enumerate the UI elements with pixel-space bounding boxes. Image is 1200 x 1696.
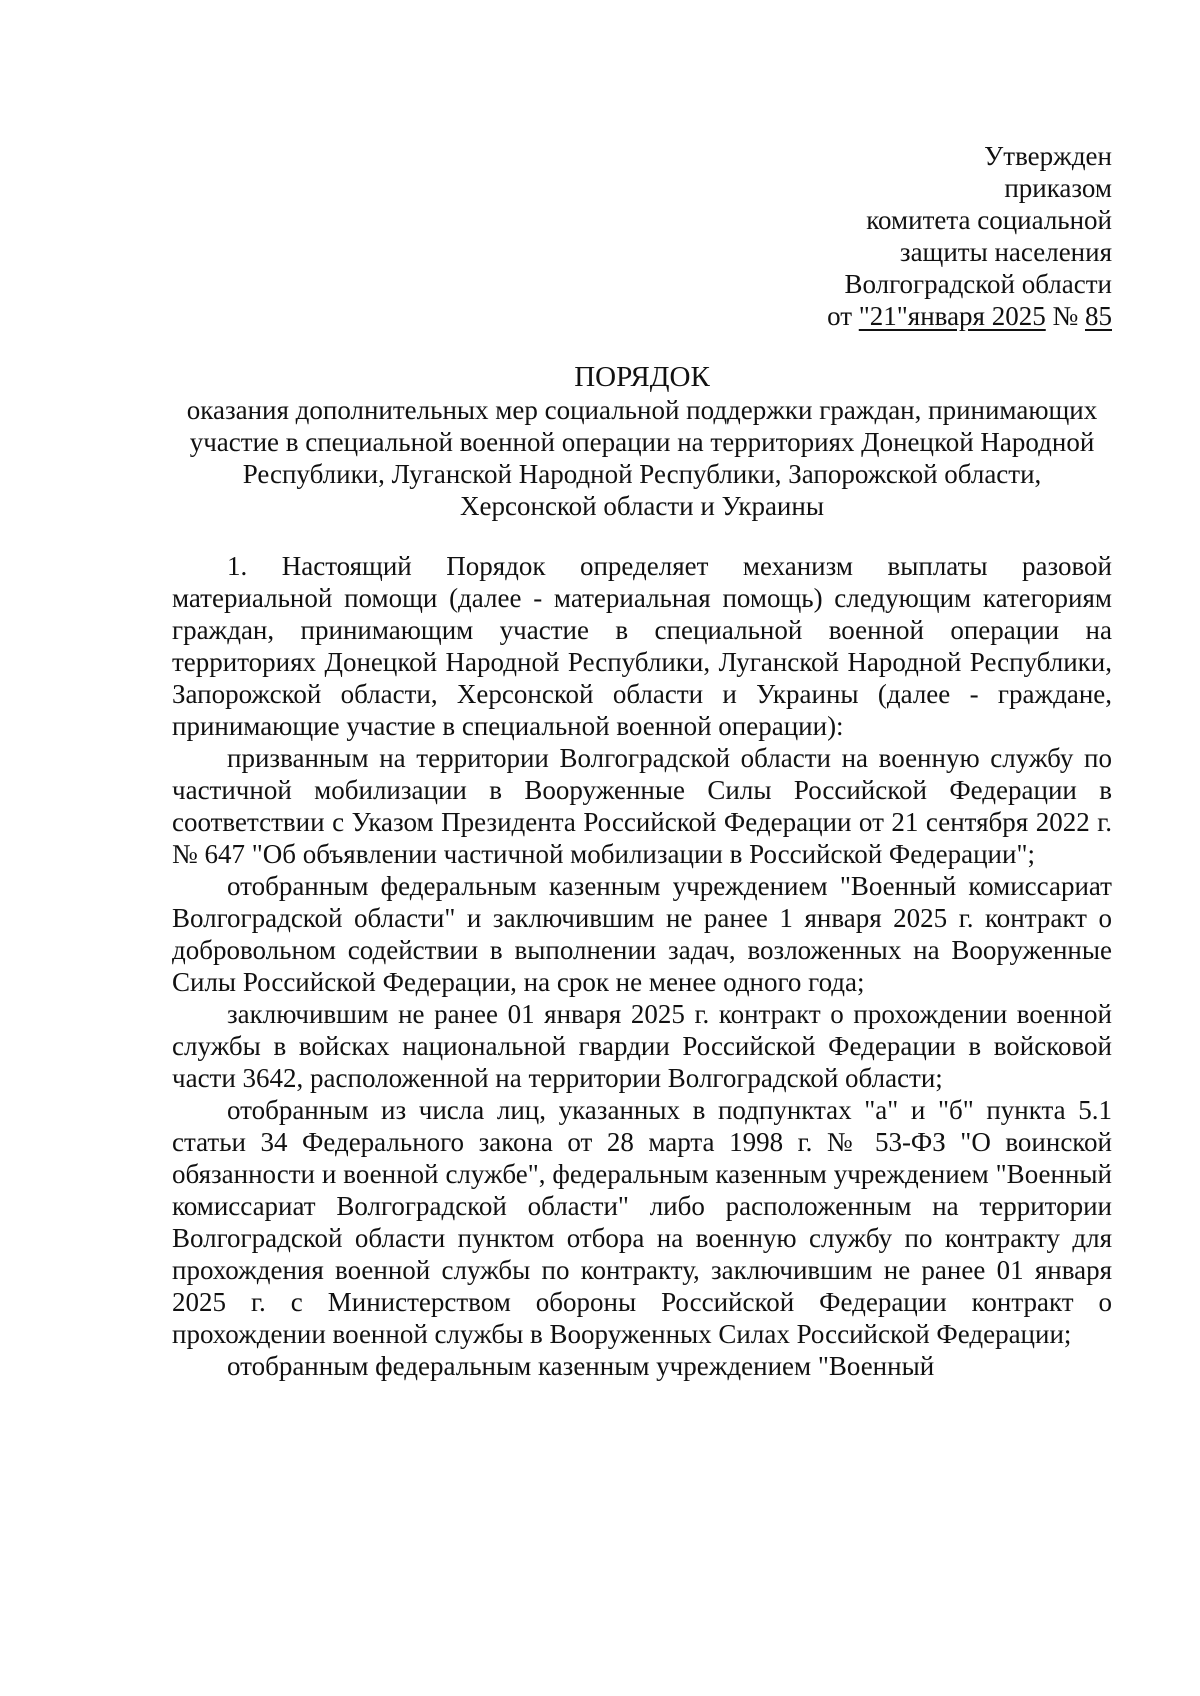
paragraph-3: отобранным федеральным казенным учреждением "Военный комиссариат Волгоградской области" и заключившим не ранее 1 января 2025 г. контракт о добровольном содействии в выполнении задач, возложенных на Вооруженные Силы Российской Федерации, на срок не менее одного года;	[172, 871, 1112, 997]
paragraph-2: призванным на территории Волгоградской области на военную службу по частичной мобилизации в Вооруженные Силы Российской Федерации в соответствии с Указом Президента Российской Федерации от 21 сентября 2022 г. № 647 "Об объявлении частичной мобилизации в Российской Федерации";	[172, 743, 1112, 869]
paragraph-5: отобранным из числа лиц, указанных в подпунктах "а" и "б" пункта 5.1 статьи 34 Федерального закона от 28 марта 1998 г. № 53-ФЗ "О воинской обязанности и военной службе", федеральным казенным учреждением "Военный комиссариат Волгоградской области" либо расположенным на территории Волгоградской области пунктом отбора на военную службу по контракту для прохождения военной службы по контракту, заключившим не ранее 01 января 2025 г. с Министерством обороны Российской Федерации контракт о прохождении военной службы в Вооруженных Силах Российской Федерации;	[172, 1095, 1112, 1349]
approval-line-3: комитета социальной	[866, 205, 1112, 235]
approval-number-prefix: №	[1045, 301, 1085, 331]
paragraph-1: 1. Настоящий Порядок определяет механизм выплаты разовой материальной помощи (далее - материальная помощь) следующим категориям граждан, принимающим участие в специальной военной операции на территориях Донецкой Народной Республики, Луганской Народной Республики, Запорожской области, Херсонской области и Украины (далее - граждане, принимающие участие в специальной военной операции):	[172, 551, 1112, 741]
paragraph-6: отобранным федеральным казенным учреждением "Военный	[227, 1351, 935, 1381]
approval-line-5: Волгоградской области	[844, 269, 1112, 299]
approval-date-value: "21"января 2025	[858, 301, 1046, 331]
document-title: ПОРЯДОК	[574, 361, 710, 393]
approval-line-2: приказом	[1004, 173, 1112, 203]
document-body	[172, 550, 1112, 1382]
approval-number-value: 85	[1085, 301, 1112, 331]
document-page	[172, 140, 1112, 1382]
approval-line-4: защиты населения	[899, 237, 1112, 267]
approval-date-line	[172, 300, 1112, 332]
approval-stamp-block	[172, 140, 1112, 332]
approval-date-prefix: от	[827, 301, 859, 331]
paragraph-4: заключившим не ранее 01 января 2025 г. контракт о прохождении военной службы в войсках национальной гвардии Российской Федерации в войсковой части 3642, расположенной на территории Волгоградской области;	[172, 999, 1112, 1093]
approval-line-1: Утвержден	[984, 141, 1112, 171]
document-subtitle: оказания дополнительных мер социальной поддержки граждан, принимающих участие в специальной военной операции на территориях Донецкой Народной Республики, Луганской Народной Республики, Запорожской области, Херсонской области и Украины	[186, 395, 1098, 521]
